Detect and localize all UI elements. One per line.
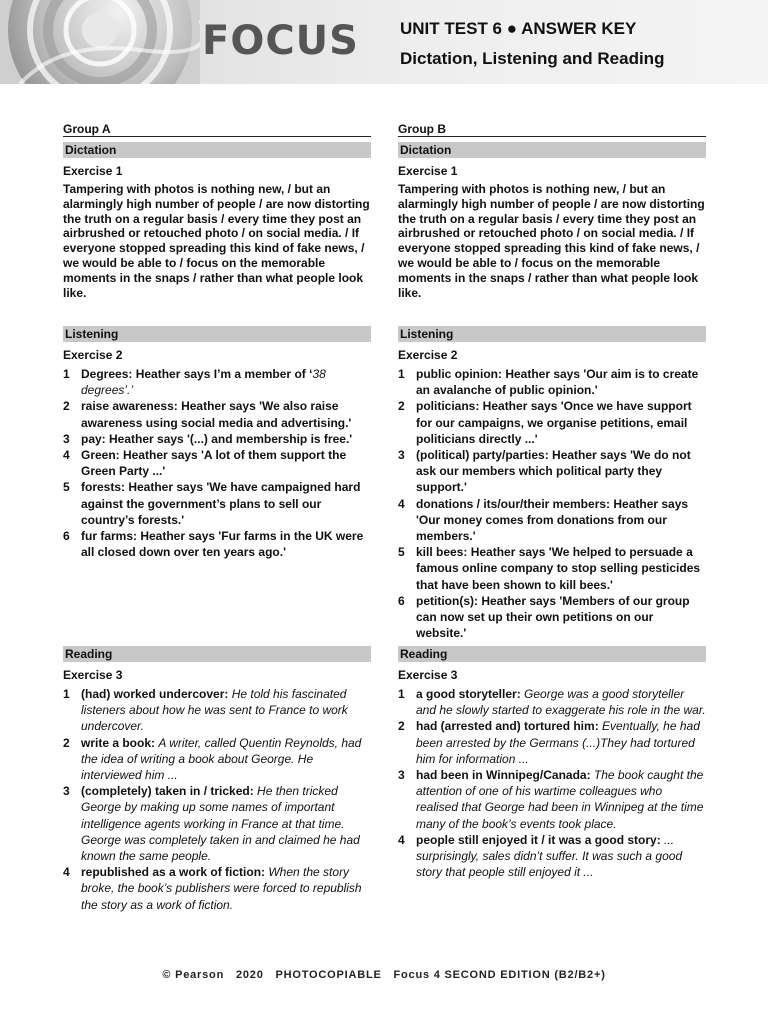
unit-title: UNIT TEST 6 ● ANSWER KEY [400,19,637,38]
list-item: 4 republished as a work of fiction: When the story broke, the book’s publishers were forced to republish the story as a work of fiction. [63,865,362,912]
list-item: 2 had (arrested and) tortured him: Eventually, he had been arrested by the Germans (...)They had tortured him for information ... [398,719,700,766]
reading-answers [63,686,371,913]
list-item: 1 public opinion: Heather says 'Our aim is to create an avalanche of public opinion.' [398,367,699,398]
copyright-text: © Pearson [162,969,225,981]
group-label: Group B [398,121,706,137]
edition-text: Focus 4 SECOND EDITION (B2/B2+) [393,969,606,981]
list-item: 1 a good storyteller: George was a good storyteller and he slowly started to exaggerate his role in the war. [398,687,706,718]
list-item: 1 (had) worked undercover: He told his fascinated listeners about how he was sent to France to work undercover. [63,687,348,734]
dictation-text: Tampering with photos is nothing new, / but an alarmingly high number of people / are now distorting the truth on a regular basis / every time they post an airbrushed or retouched photo / on social media. / If everyone stopped spreading this kind of fake news, / we would be able to / focus on the memorable moments in the snaps / rather than what people look like. [398,182,705,300]
year-text: 2020 [235,969,264,981]
list-item: 6 petition(s): Heather says 'Members of our group can now set up their own petitions on our website.' [398,593,690,641]
list-item: 4 donations / its/our/their members: Heather says 'Our money comes from donations from our members.' [398,496,689,544]
reading-answers [398,686,706,880]
photocopiable-text: PHOTOCOPIABLE [275,969,382,981]
list-item: 3 had been in Winnipeg/Canada: The book caught the attention of one of his wartime colleagues who realised that George had been in Winnipeg at the time many of the book’s events took place. [398,768,704,831]
unit-subtitle: Dictation, Listening and Reading [400,49,665,68]
exercise-title: Exercise 3 [398,668,458,682]
list-item: 4 people still enjoyed it / it was a good story: ... surprisingly, sales didn’t suffer. It was such a good story that people still enjoyed it ... [398,832,683,880]
list-item: 2 politicians: Heather says 'Once we have support for our campaigns, we organise petitions, email politicians directly ...' [398,399,692,446]
page-header [0,0,768,84]
list-item: 1 Degrees: Heather says I’m a member of ‘38 degrees’.’ [63,367,326,398]
list-item: 5 forests: Heather says 'We have campaigned hard against the government’s plans to sell our country’s forests.' [63,480,361,527]
list-item: 3 pay: Heather says '(...) and membership is free.' [63,431,353,446]
listening-answers [398,366,706,641]
group-b-column [398,121,706,880]
exercise-title: Exercise 2 [63,348,123,362]
focus-logo-swirl-icon [0,0,200,84]
section-listening: Listening [63,326,371,342]
section-reading: Reading [63,646,371,662]
list-item: 2 raise awareness: Heather says 'We also raise awareness using social media and advertising.' [63,399,352,430]
exercise-title: Exercise 3 [63,668,123,682]
section-dictation: Dictation [398,142,706,158]
exercise-title: Exercise 1 [63,164,123,178]
section-dictation: Dictation [63,142,371,158]
section-reading: Reading [398,646,706,662]
dictation-text: Tampering with photos is nothing new, / but an alarmingly high number of people / are now distorting the truth on a regular basis / every time they post an airbrushed or retouched photo / on social media. / If everyone stopped spreading this kind of fake news, / we would be able to / focus on the memorable moments in the snaps / rather than what people look like. [63,182,370,300]
section-listening: Listening [398,326,706,342]
list-item: 3 (completely) taken in / tricked: He then tricked George by making up some names of important intelligence agents working in France at that time. George was completely taken in and claimed he had known the same people. [63,784,360,864]
list-item: 6 fur farms: Heather says 'Fur farms in the UK were all closed down over ten years ago.' [63,529,364,560]
exercise-title: Exercise 1 [398,164,458,178]
list-item: 3 (political) party/parties: Heather says 'We do not ask our members which political party they support.' [398,448,691,495]
page-footer [0,969,768,981]
list-item: 4 Green: Heather says 'A lot of them support the Green Party ...' [63,448,347,479]
list-item: 5 kill bees: Heather says 'We helped to persuade a famous online company to stop selling pesticides that have been shown to kill bees.' [398,545,701,592]
group-a-column [63,121,371,912]
group-label: Group A [63,121,371,137]
brand-logo-text: FOCUS [202,18,359,64]
list-item: 2 write a book: A writer, called Quentin Reynolds, had the idea of writing a book about George. He interviewed him ... [63,735,362,783]
exercise-title: Exercise 2 [398,348,458,362]
listening-answers [63,366,371,560]
